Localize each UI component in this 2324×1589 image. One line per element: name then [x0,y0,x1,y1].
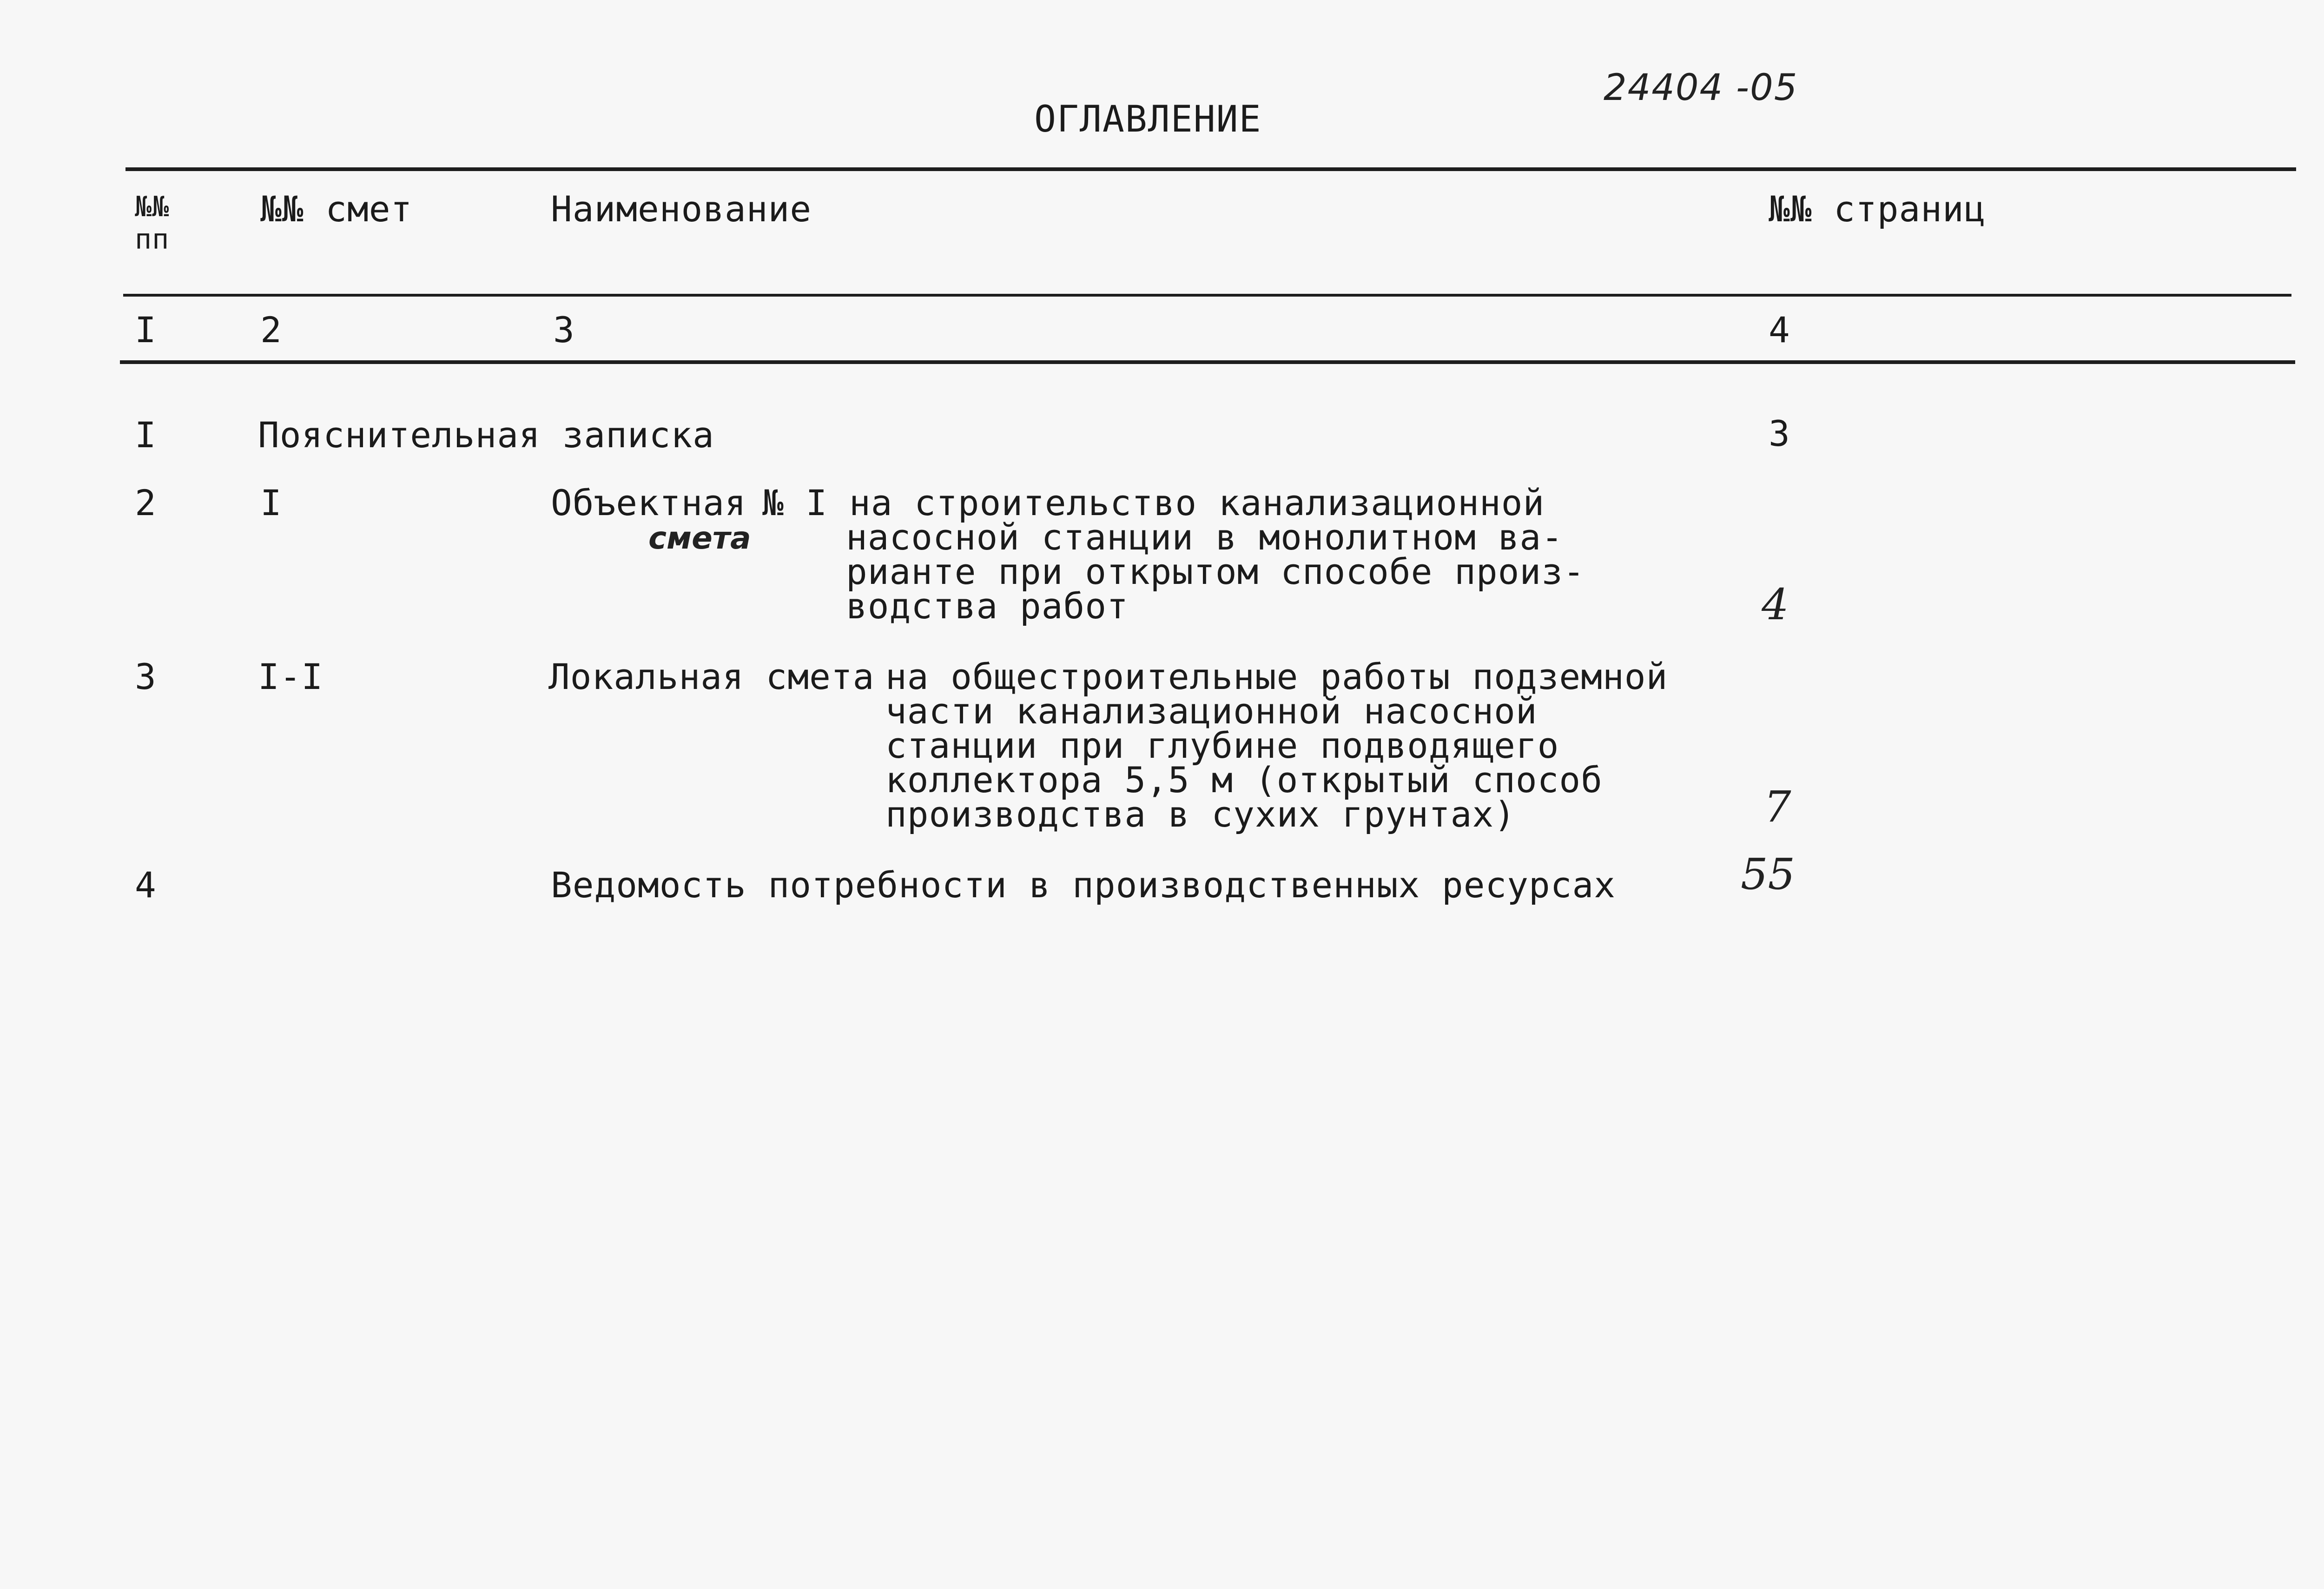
row-name-line: рианте при открытом способе произ- [846,551,1585,592]
header-col1-line1: №№ [135,191,170,223]
row-name-line: производства в сухих грунтах) [885,794,1516,835]
row-name-line: № I на строительство канализационной [762,482,1545,523]
page-title: ОГЛАВЛЕНИЕ [1034,99,1262,140]
header-col1-line2: пп [135,223,170,256]
header-bottom-rule [123,294,2291,297]
row-number: 3 [135,656,157,697]
row-name-prefix: Объектная [551,482,746,523]
row-page-number: 3 [1769,413,1790,454]
column-number: 4 [1769,309,1790,351]
row-estimate-number: I-I [258,656,324,697]
column-numbers-bottom-rule [120,360,2295,364]
header-page-numbers: №№ страниц [1769,188,1986,230]
row-number: 2 [135,482,157,523]
row-name-line: станции при глубине подводящего [885,725,1559,766]
row-page-number-handwritten: 55 [1741,849,1796,899]
row-name-prefix: Локальная смета [548,656,875,697]
column-number: I [135,309,157,351]
row-name-line: Пояснительная записка [258,414,714,456]
row-page-number-handwritten: 4 [1762,580,1789,629]
row-name-line: части канализационной насосной [885,690,1538,732]
header-estimate-number: №№ смет [260,188,413,230]
header-name: Наименование [551,188,812,230]
row-estimate-number: I [260,482,282,523]
row-name-handwritten-word: смета [648,520,751,556]
row-name-line: коллектора 5,5 м (открытый способ [885,759,1603,801]
row-name-line: Ведомость потребности в производственных ресурсах [551,864,1616,906]
document-code: 24404 -05 [1604,67,1798,109]
row-name-line: водства работ [846,585,1129,627]
row-page-number-handwritten: 7 [1764,782,1791,832]
row-number: 4 [135,864,157,906]
row-number: I [135,414,157,456]
row-name-line: насосной станции в монолитном ва- [846,516,1563,558]
column-number: 2 [260,309,282,351]
column-number: 3 [553,309,575,351]
table-top-rule [125,167,2296,171]
row-name-line: на общестроительные работы подземной [885,656,1668,697]
